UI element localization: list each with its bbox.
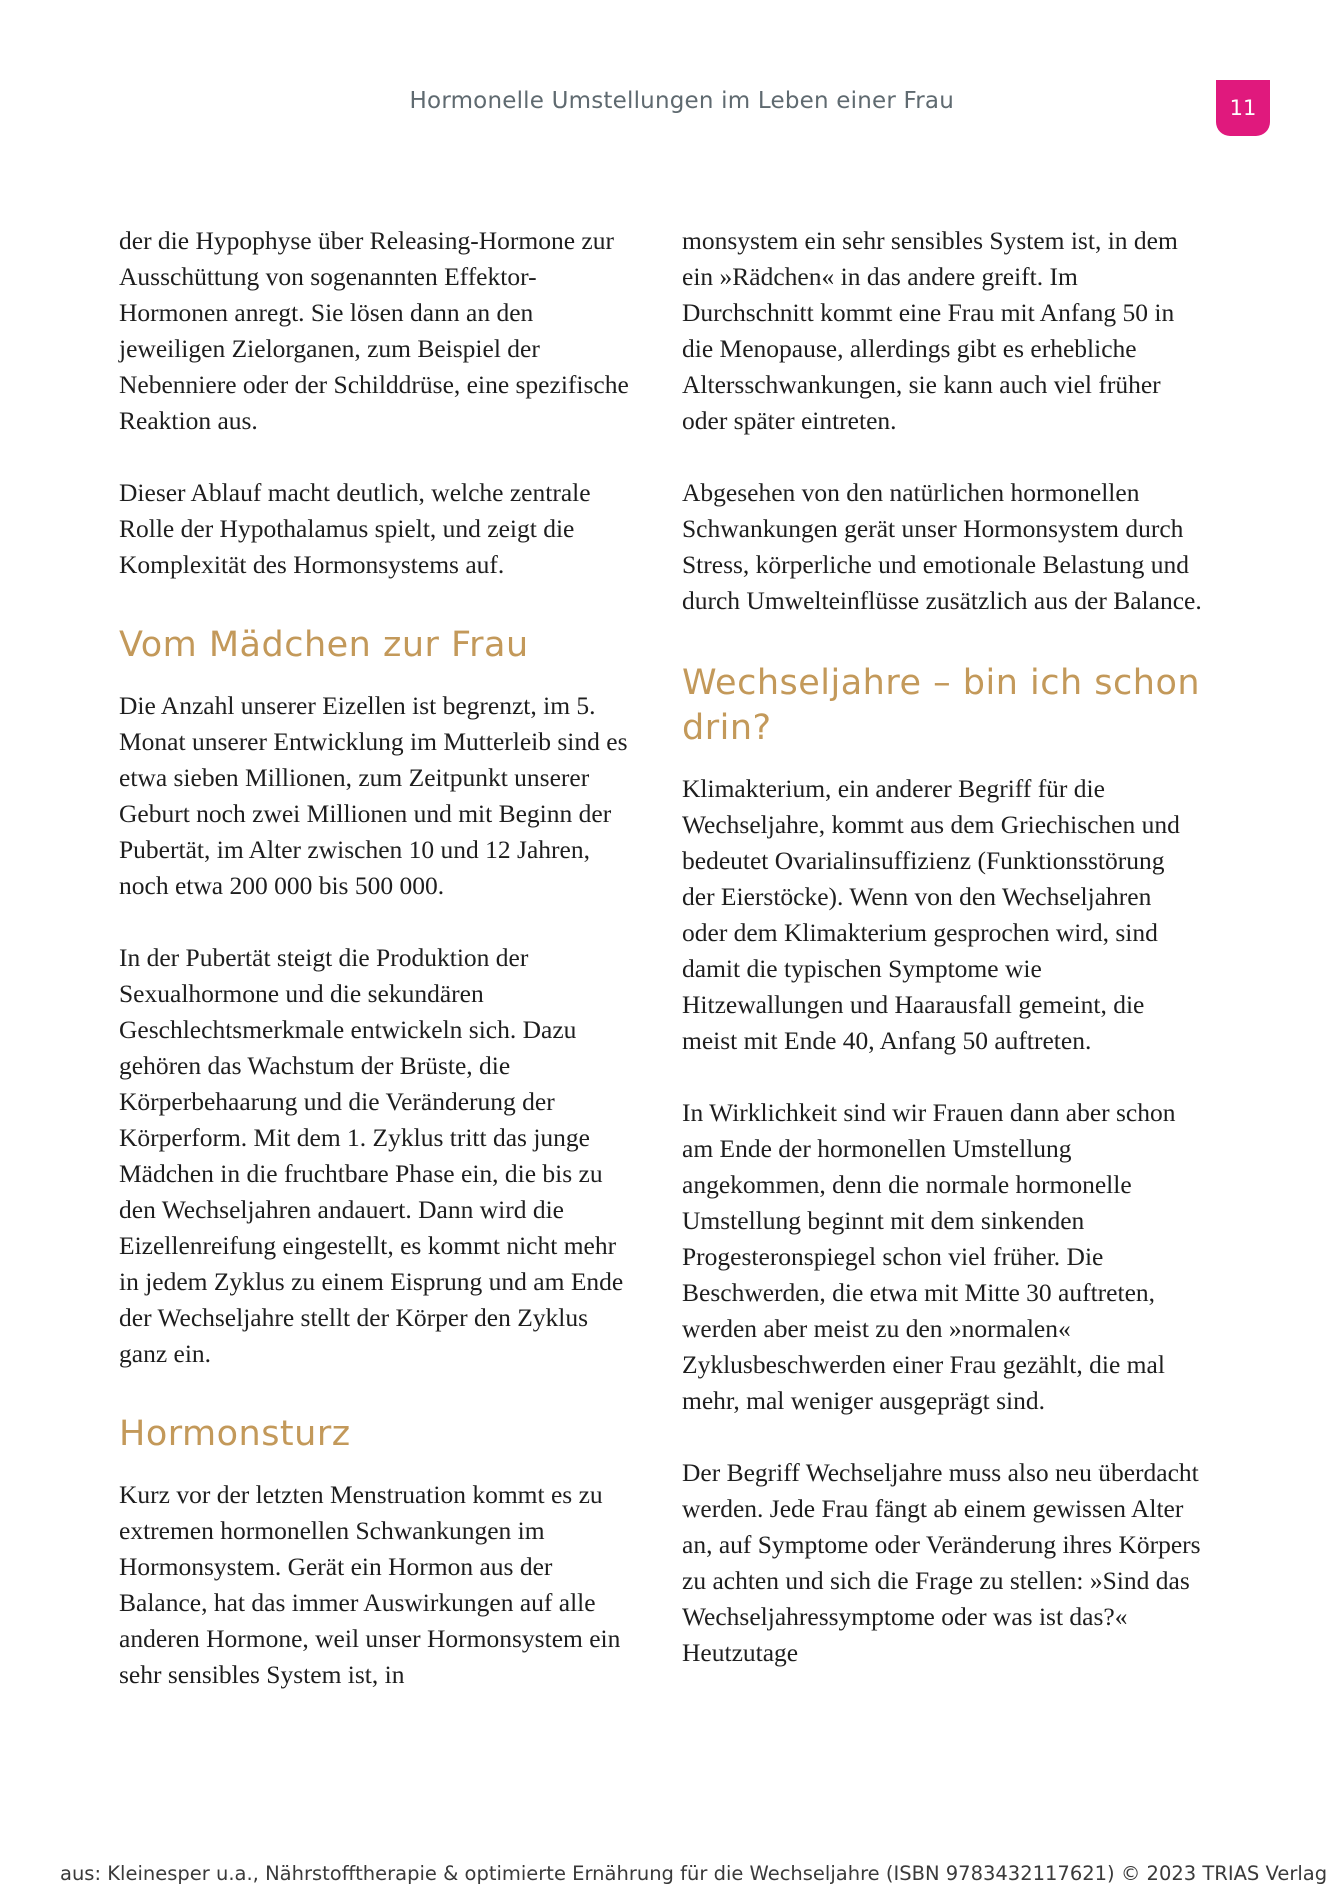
page-number-badge: 11 <box>1216 80 1270 136</box>
body-paragraph: Kurz vor der letzten Menstruation kommt es zu extremen hormonellen Schwankungen im Hormonsystem. Gerät ein Hormon aus der Balance, hat das immer Auswirkungen auf alle anderen Hormone, weil unser Hormonsystem ein sehr sensibles System ist, in <box>119 1480 621 1689</box>
running-head-title: Hormonelle Umstellungen im Leben einer Frau <box>409 88 954 114</box>
body-paragraph: Die Anzahl unserer Eizellen ist begrenzt, im 5. Monat unserer Entwicklung im Mutterleib sind es etwa sieben Millionen, zum Zeitpunkt unserer Geburt noch zwei Millionen und mit Beginn der Pubertät, im Alter zwischen 10 und 12 Jahren, noch etwa 200 000 bis 500 000. <box>119 691 628 900</box>
body-paragraph: In der Pubertät steigt die Produktion der Sexualhormone und die sekundären Geschlechtsmerkmale entwickeln sich. Dazu gehören das Wachstum der Brüste, die Körperbehaarung und die Veränderung der Körperform. Mit dem 1. Zyklus tritt das junge Mädchen in die fruchtbare Phase ein, die bis zu den Wechseljahren andauert. Dann wird die Eizellenreifung eingestellt, es kommt nicht mehr in jedem Zyklus zu einem Eisprung und am Ende der Wechseljahre stellt der Körper den Zyklus ganz ein. <box>119 943 624 1368</box>
body-paragraph: In Wirklichkeit sind wir Frauen dann aber schon am Ende der hormonellen Umstellung angekommen, denn die normale hormonelle Umstellung beginnt mit dem sinkenden Progesteronspiegel schon viel früher. Die Beschwerden, die etwa mit Mitte 30 auftreten, werden aber meist zu den »normalen« Zyklusbeschwerden einer Frau gezählt, die mal mehr, mal weniger ausgeprägt sind. <box>682 1098 1176 1415</box>
section-heading-wechseljahre: Wechseljahre – bin ich schon drin? <box>682 663 1201 748</box>
body-paragraph: monsystem ein sehr sensibles System ist, in dem ein »Rädchen« in das andere greift. Im Durchschnitt kommt eine Frau mit Anfang 50 in die Menopause, allerdings gibt es erhebliche Altersschwankungen, sie kann auch viel früher oder später eintreten. <box>682 226 1178 435</box>
body-paragraph: Der Begriff Wechseljahre muss also neu überdacht werden. Jede Frau fängt ab einem gewissen Alter an, auf Symptome oder Veränderung ihres Körpers zu achten und sich die Frage zu stellen: »Sind das Wechseljahressymptome oder was ist das?« Heutzutage <box>682 1458 1201 1667</box>
left-column <box>119 223 639 1729</box>
body-paragraph: Klimakterium, ein anderer Begriff für die Wechseljahre, kommt aus dem Griechischen und bedeutet Ovarialinsuffizienz (Funktionsstörung der Eierstöcke). Wenn von den Wechseljahren oder dem Klimakterium gesprochen wird, sind damit die typischen Symptome wie Hitzewallungen und Haarausfall gemeint, die meist mit Ende 40, Anfang 50 auftreten. <box>682 774 1180 1055</box>
section-heading-vom-maedchen: Vom Mädchen zur Frau <box>119 625 529 665</box>
right-column <box>682 223 1202 1707</box>
body-paragraph: der die Hypophyse über Releasing-Hormone zur Ausschüttung von sogenannten Effektor-Hormonen anregt. Sie lösen dann an den jeweiligen Zielorganen, zum Beispiel der Nebenniere oder der Schilddrüse, eine spezifische Reaktion aus. <box>119 226 629 435</box>
section-heading-hormonsturz: Hormonsturz <box>119 1414 351 1454</box>
body-paragraph: Dieser Ablauf macht deutlich, welche zentrale Rolle der Hypothalamus spielt, und zeigt die Komplexität des Hormonsystems auf. <box>119 478 591 579</box>
body-paragraph: Abgesehen von den natürlichen hormonellen Schwankungen gerät unser Hormonsystem durch Stress, körperliche und emotionale Belastung und durch Umwelteinflüsse zusätzlich aus der Balance. <box>682 478 1202 615</box>
source-credit-footer: aus: Kleinesper u.a., Nährstofftherapie & optimierte Ernährung für die Wechseljahre (ISBN 9783432117621) © 2023 TRIAS Verlag <box>60 1862 1328 1885</box>
